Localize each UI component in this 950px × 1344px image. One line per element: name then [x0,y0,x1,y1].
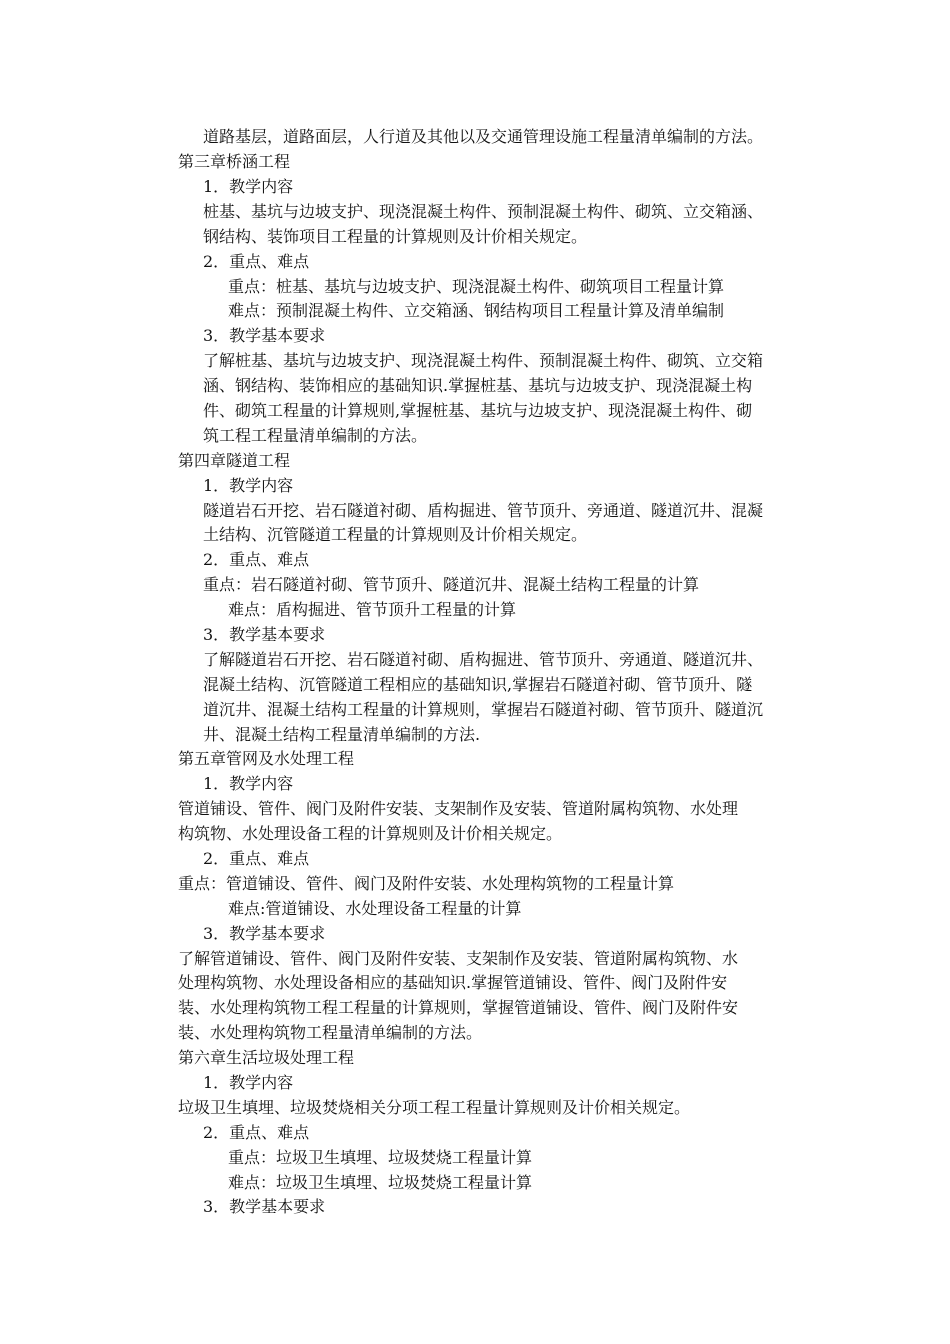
chapter-heading: 第四章隧道工程 [178,451,291,470]
difficulty-line: 难点:管道铺设、水处理设备工程量的计算 [228,899,522,918]
body-text-line: 筑工程工程量清单编制的方法。 [203,426,428,445]
difficulty-line: 难点：盾构掘进、管节顶升工程量的计算 [228,600,517,619]
section-heading: 2．重点、难点 [203,252,310,271]
difficulty-line: 难点：垃圾卫生填埋、垃圾焚烧工程量计算 [228,1173,533,1192]
body-text-line: 混凝土结构、沉管隧道工程相应的基础知识,掌握岩石隧道衬砌、管节顶升、隧 [203,675,753,694]
body-text-line: 件、砌筑工程量的计算规则,掌握桩基、基坑与边坡支护、现浇混凝土构件、砌 [203,401,753,420]
section-heading: 3．教学基本要求 [203,625,326,644]
body-text-line: 构筑物、水处理设备工程的计算规则及计价相关规定。 [178,824,563,843]
section-heading: 3．教学基本要求 [203,924,326,943]
section-heading: 1．教学内容 [203,774,294,793]
body-text-line: 了解隧道岩石开挖、岩石隧道衬砌、盾构掘进、管节顶升、旁通道、隧道沉井、 [203,650,764,669]
body-text-line: 土结构、沉管隧道工程量的计算规则及计价相关规定。 [203,525,588,544]
section-heading: 3．教学基本要求 [203,1197,326,1216]
section-heading: 2．重点、难点 [203,849,310,868]
chapter-heading: 第五章管网及水处理工程 [178,749,355,768]
body-text-line: 道沉井、混凝土结构工程量的计算规则，掌握岩石隧道衬砌、管节顶升、隧道沉 [203,700,764,719]
key-point-line: 重点：垃圾卫生填埋、垃圾焚烧工程量计算 [228,1148,533,1167]
body-text-line: 井、混凝土结构工程量清单编制的方法. [203,725,481,744]
section-heading: 2．重点、难点 [203,1123,310,1142]
section-heading: 1．教学内容 [203,476,294,495]
body-text-line: 装、水处理构筑物工程量清单编制的方法。 [178,1023,483,1042]
body-text-line: 涵、钢结构、装饰相应的基础知识.掌握桩基、基坑与边坡支护、现浇混凝土构 [203,376,753,395]
body-text-line: 垃圾卫生填埋、垃圾焚烧相关分项工程工程量计算规则及计价相关规定。 [178,1098,691,1117]
key-point-line: 重点：岩石隧道衬砌、管节顶升、隧道沉井、混凝土结构工程量的计算 [203,575,700,594]
body-text-line: 装、水处理构筑物工程工程量的计算规则，掌握管道铺设、管件、阀门及附件安 [178,998,739,1017]
section-heading: 3．教学基本要求 [203,326,326,345]
chapter-heading: 第六章生活垃圾处理工程 [178,1048,355,1067]
section-heading: 1．教学内容 [203,1073,294,1092]
chapter-heading: 第三章桥涵工程 [178,152,291,171]
body-text-line: 桩基、基坑与边坡支护、现浇混凝土构件、预制混凝土构件、砌筑、立交箱涵、 [203,202,764,221]
difficulty-line: 难点：预制混凝土构件、立交箱涵、钢结构项目工程量计算及清单编制 [228,301,725,320]
body-text-line: 处理构筑物、水处理设备相应的基础知识.掌握管道铺设、管件、阀门及附件安 [178,973,728,992]
body-text-line: 钢结构、装饰项目工程量的计算规则及计价相关规定。 [203,227,588,246]
body-text-line: 了解桩基、基坑与边坡支护、现浇混凝土构件、预制混凝土构件、砌筑、立交箱 [203,351,764,370]
key-point-line: 重点：管道铺设、管件、阀门及附件安装、水处理构筑物的工程量计算 [178,874,675,893]
body-text-line: 管道铺设、管件、阀门及附件安装、支架制作及安装、管道附属构筑物、水处理 [178,799,739,818]
section-heading: 1．教学内容 [203,177,294,196]
section-heading: 2．重点、难点 [203,550,310,569]
body-text-line: 了解管道铺设、管件、阀门及附件安装、支架制作及安装、管道附属构筑物、水 [178,949,739,968]
body-text-line: 道路基层，道路面层，人行道及其他以及交通管理设施工程量清单编制的方法。 [203,127,764,146]
body-text-line: 隧道岩石开挖、岩石隧道衬砌、盾构掘进、管节顶升、旁通道、隧道沉井、混凝 [203,501,764,520]
key-point-line: 重点：桩基、基坑与边坡支护、现浇混凝土构件、砌筑项目工程量计算 [228,277,725,296]
